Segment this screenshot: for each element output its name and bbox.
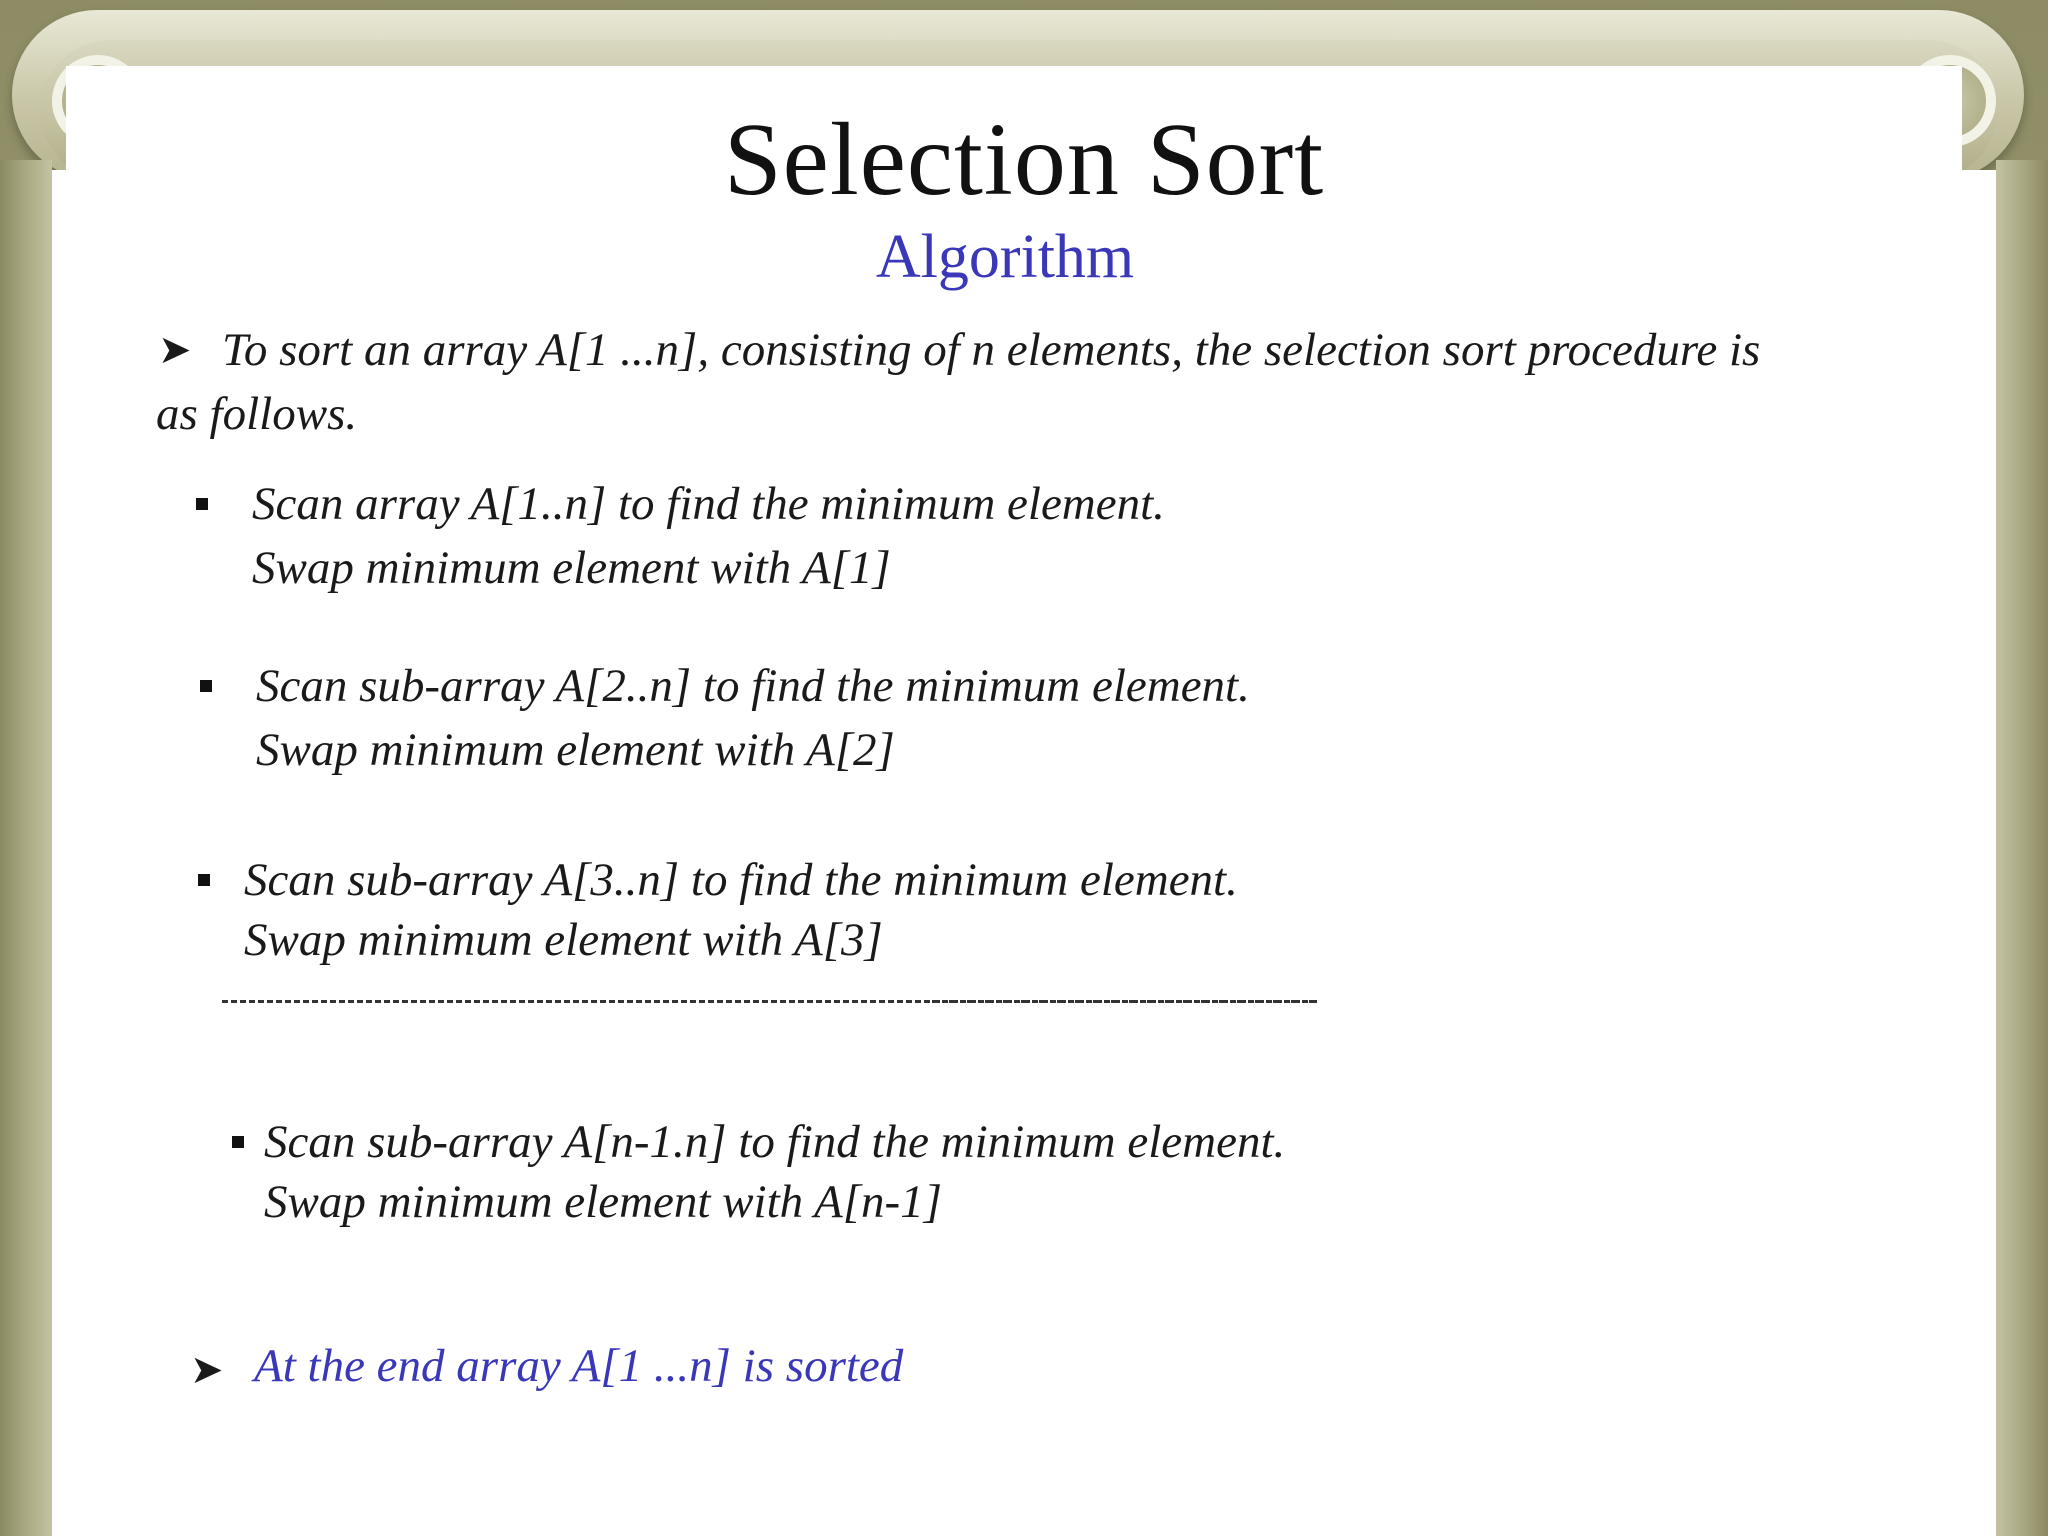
square-bullet-icon xyxy=(232,1136,244,1148)
step-3-line-2: Swap minimum element with A[3] xyxy=(244,914,883,966)
slide-border-right xyxy=(1996,160,2048,1536)
intro-line-1: To sort an array A[1 ...n], consisting of n elements, the selection sort procedure is xyxy=(222,324,1761,376)
conclusion-text: At the end array A[1 ...n] is sorted xyxy=(254,1340,904,1392)
intro-line-2: as follows. xyxy=(156,388,358,440)
step-2-line-1: Scan sub-array A[2..n] to find the minimum element. xyxy=(256,660,1250,712)
step-last-line-2: Swap minimum element with A[n-1] xyxy=(264,1176,942,1228)
slide-title: Selection Sort xyxy=(723,102,1325,217)
step-last-line-1: Scan sub-array A[n-1.n] to find the minimum element. xyxy=(264,1116,1286,1168)
slide-subtitle: Algorithm xyxy=(875,223,1135,291)
step-3-line-1: Scan sub-array A[3..n] to find the minimum element. xyxy=(244,854,1238,906)
step-2-line-2: Swap minimum element with A[2] xyxy=(256,724,895,776)
step-1-line-2: Swap minimum element with A[1] xyxy=(252,542,891,594)
square-bullet-icon xyxy=(196,498,208,510)
slide-border-left xyxy=(0,160,52,1536)
continuation-dots xyxy=(932,1000,1317,1005)
arrow-bullet-icon: ➤ xyxy=(190,1347,224,1392)
arrow-bullet-icon: ➤ xyxy=(158,327,192,372)
square-bullet-icon xyxy=(198,874,210,886)
step-1-line-1: Scan array A[1..n] to find the minimum element. xyxy=(252,478,1165,530)
square-bullet-icon xyxy=(200,680,212,692)
